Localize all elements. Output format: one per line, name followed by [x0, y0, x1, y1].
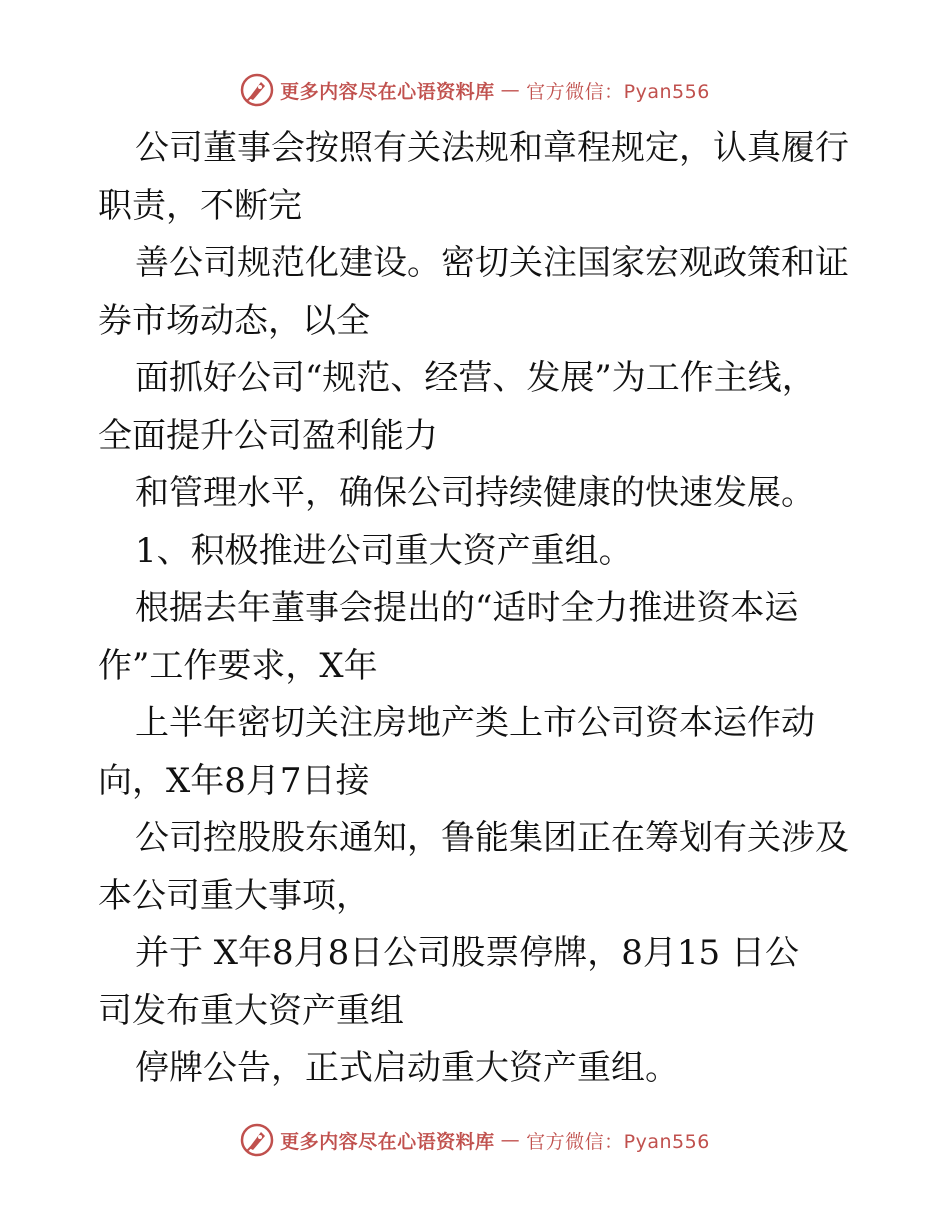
body-line: 1、积极推进公司重大资产重组。: [135, 530, 633, 571]
body-line: 停牌公告，正式启动重大资产重组。: [135, 1048, 679, 1088]
body-line: 券市场动态，以全: [98, 300, 370, 341]
body-line: 公司董事会按照有关法规和章程规定，认真履行: [135, 128, 849, 168]
banner-wechat-text: 官方微信：Pyan556: [526, 80, 710, 103]
body-line: 上半年密切关注房地产类上市公司资本运作动: [135, 703, 815, 743]
header-banner: [0, 70, 950, 110]
body-line: 面抓好公司“规范、经营、发展”为工作主线，: [135, 358, 816, 398]
banner-separator: —: [500, 79, 521, 101]
body-line: 并于 X年8月8日公司股票停牌，8月15 日公: [135, 933, 799, 973]
banner-brand-text: 更多内容尽在心语资料库: [280, 1130, 495, 1153]
body-line: 和管理水平，确保公司持续健康的快速发展。: [135, 473, 815, 513]
body-line: 公司控股股东通知，鲁能集团正在筹划有关涉及: [135, 818, 849, 858]
document-body: [98, 120, 858, 1098]
body-line: 根据去年董事会提出的“适时全力推进资本运: [135, 588, 799, 628]
footer-banner: [0, 1120, 950, 1160]
body-line: 善公司规范化建设。密切关注国家宏观政策和证: [135, 243, 849, 283]
body-line: 作”工作要求，X年: [98, 645, 378, 686]
pen-nib-logo-icon: [240, 73, 274, 107]
banner-wechat-text: 官方微信：Pyan556: [526, 1130, 710, 1153]
body-line: 司发布重大资产重组: [98, 990, 404, 1031]
banner-brand-text: 更多内容尽在心语资料库: [280, 80, 495, 103]
pen-nib-logo-icon: [240, 1123, 274, 1157]
banner-separator: —: [500, 1129, 521, 1151]
body-line: 全面提升公司盈利能力: [98, 415, 438, 456]
body-line: 向，X年8月7日接: [98, 760, 370, 801]
body-line: 本公司重大事项，: [98, 875, 370, 916]
body-line: 职责，不断完: [98, 185, 302, 226]
